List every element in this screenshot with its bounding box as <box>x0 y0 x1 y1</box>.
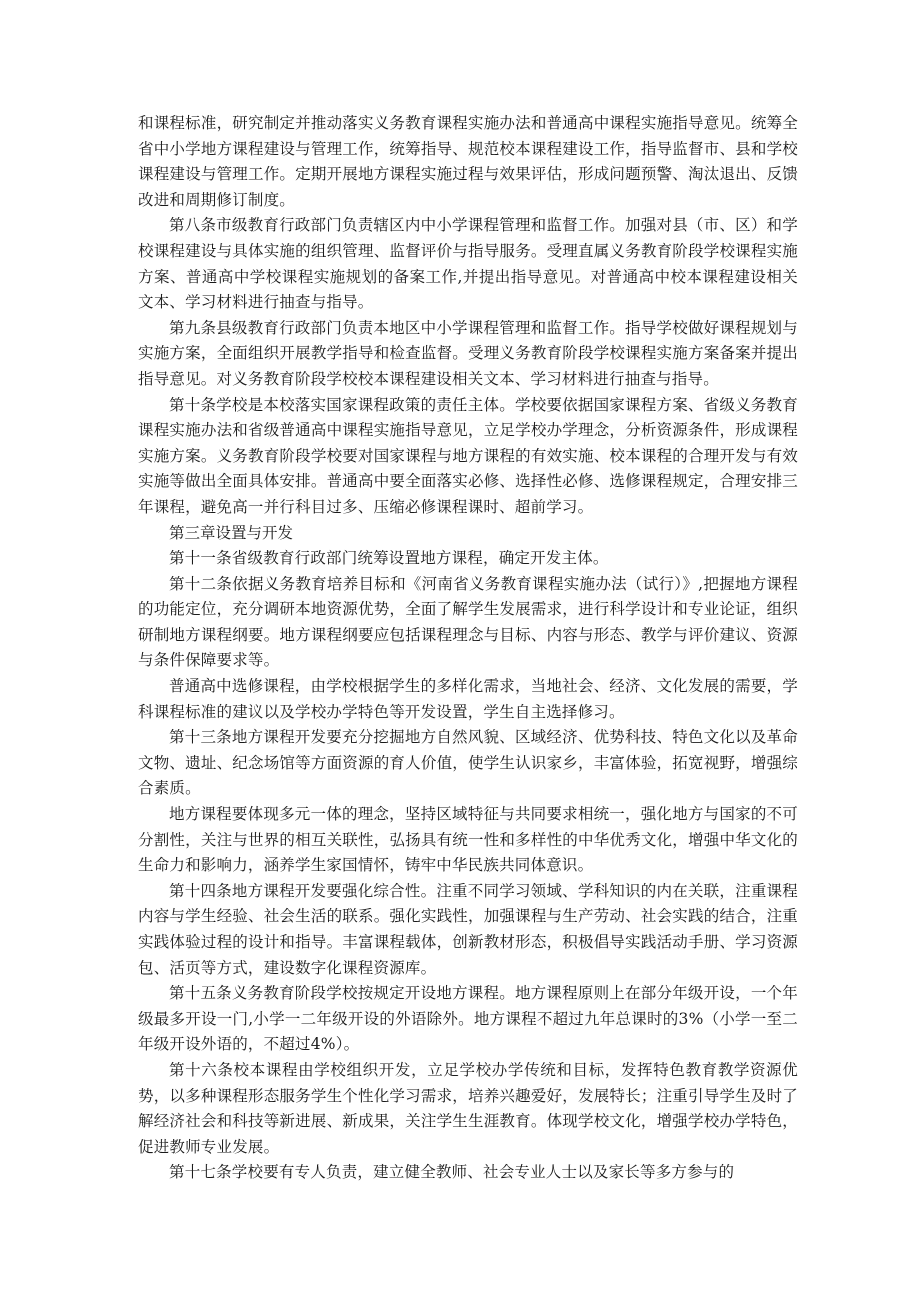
article-12-paragraph: 第十二条依据义务教育培养目标和《河南省义务教育课程实施办法（试行）》,把握地方课程的功能定位，充分调研本地资源优势，全面了解学生发展需求，进行科学设计和专业论证，组织研制地方课程纲要。地方课程纲要应包括课程理念与目标、内容与形态、教学与评价建议、资源与条件保障要求等。 <box>138 574 798 670</box>
chapter-3-heading: 第三章设置与开发 <box>169 523 294 542</box>
article-15-paragraph: 第十五条义务教育阶段学校按规定开设地方课程。地方课程原则上在部分年级开设，一个年级最多开设一门,小学一二年级开设的外语除外。地方课程不超过九年总课时的3%（小学一至二年级开设外语的，不超过4%）。 <box>138 984 798 1054</box>
article-13-paragraph: 第十三条地方课程开发要充分挖掘地方自然风貌、区域经济、优势科技、特色文化以及革命文物、遗址、纪念场馆等方面资源的育人价值，使学生认识家乡，丰富体验，拓宽视野，增强综合素质。 <box>138 728 798 798</box>
article-11-paragraph: 第十一条省级教育行政部门统筹设置地方课程，确定开发主体。 <box>169 549 609 568</box>
elective-course-paragraph: 普通高中选修课程，由学校根据学生的多样化需求，当地社会、经济、文化发展的需要，学科课程标准的建议以及学校办学特色等开发设置，学生自主选择修习。 <box>138 677 798 721</box>
article-16-paragraph: 第十六条校本课程由学校组织开发，立足学校办学传统和目标，发挥特色教育教学资源优势，以多种课程形态服务学生个性化学习需求，培养兴趣爱好，发展特长；注重引导学生及时了解经济社会和科技等新进展、新成果，关注学生生涯教育。体现学校文化，增强学校办学特色，促进教师专业发展。 <box>138 1060 798 1156</box>
document-body <box>138 111 798 1186</box>
article-14-paragraph: 第十四条地方课程开发要强化综合性。注重不同学习领域、学科知识的内在关联，注重课程内容与学生经验、社会生活的联系。强化实践性，加强课程与生产劳动、社会实践的结合，注重实践体验过程的设计和指导。丰富课程载体，创新教材形态，积极倡导实践活动手册、学习资源包、活页等方式，建设数字化课程资源库。 <box>138 881 798 977</box>
local-course-concept-paragraph: 地方课程要体现多元一体的理念，坚持区域特征与共同要求相统一，强化地方与国家的不可分割性，关注与世界的相互关联性，弘扬具有统一性和多样性的中华优秀文化，增强中华文化的生命力和影响力，涵养学生家国情怀，铸牢中华民族共同体意识。 <box>138 805 798 875</box>
article-8-paragraph: 第八条市级教育行政部门负责辖区内中小学课程管理和监督工作。加强对县（市、区）和学校课程建设与具体实施的组织管理、监督评价与指导服务。受理直属义务教育阶段学校课程实施方案、普通高中学校课程实施规划的备案工作,并提出指导意见。对普通高中校本课程建设相关文本、学习材料进行抽查与指导。 <box>138 216 798 312</box>
article-17-paragraph: 第十七条学校要有专人负责，建立健全教师、社会专业人士以及家长等多方参与的 <box>169 1163 735 1182</box>
article-9-paragraph: 第九条县级教育行政部门负责本地区中小学课程管理和监督工作。指导学校做好课程规划与实施方案，全面组织开展教学指导和检查监督。受理义务教育阶段学校课程实施方案备案并提出指导意见。对义务教育阶段学校校本课程建设相关文本、学习材料进行抽查与指导。 <box>138 318 798 388</box>
article-10-paragraph: 第十条学校是本校落实国家课程政策的责任主体。学校要依据国家课程方案、省级义务教育课程实施办法和省级普通高中课程实施指导意见，立足学校办学理念，分析资源条件，形成课程实施方案。义务教育阶段学校要对国家课程与地方课程的有效实施、校本课程的合理开发与有效实施等做出全面具体安排。普通高中要全面落实必修、选择性必修、选修课程规定，合理安排三年课程，避免高一并行科目过多、压缩必修课程课时、超前学习。 <box>138 395 798 516</box>
paragraph-continuation: 和课程标准，研究制定并推动落实义务教育课程实施办法和普通高中课程实施指导意见。统筹全省中小学地方课程建设与管理工作，统筹指导、规范校本课程建设工作，指导监督市、县和学校课程建设与管理工作。定期开展地方课程实施过程与效果评估，形成问题预警、淘汰退出、反馈改进和周期修订制度。 <box>138 114 798 209</box>
